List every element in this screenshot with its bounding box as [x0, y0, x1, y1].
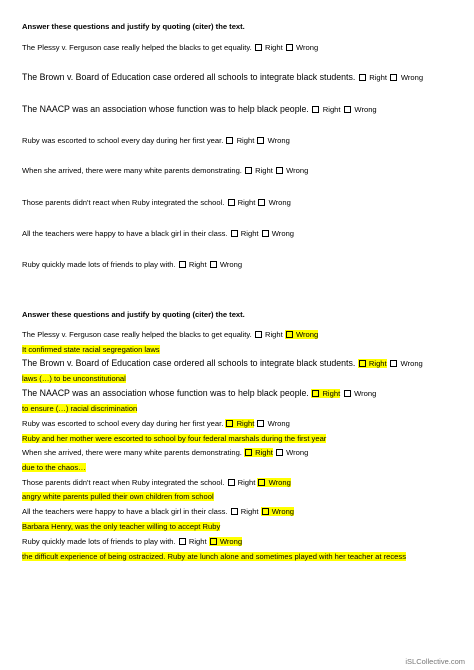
wrong-checkbox[interactable]: [257, 420, 264, 427]
a6-statement: Those parents didn't react when Ruby integrated the school. Right Wrong: [22, 478, 291, 487]
right-checkbox-checked[interactable]: [312, 390, 319, 397]
a4-justification: Ruby and her mother were escorted to school by four federal marshals during the first year: [22, 434, 327, 443]
a3-justification: to ensure (…) racial discrimination: [22, 404, 138, 413]
right-checkbox[interactable]: [359, 74, 366, 81]
q7-statement: All the teachers were happy to have a black girl in their class. Right Wrong: [22, 229, 295, 238]
wrong-checkbox[interactable]: [344, 106, 351, 113]
wrong-checkbox[interactable]: [276, 167, 283, 174]
right-checkbox-checked[interactable]: [226, 420, 233, 427]
wrong-checkbox[interactable]: [262, 230, 269, 237]
q4-statement: Ruby was escorted to school every day during her first year. Right Wrong: [22, 136, 290, 145]
q3-statement: The NAACP was an association whose function was to help black people. Right Wrong: [22, 104, 377, 114]
q8-statement: Ruby quickly made lots of friends to play with. Right Wrong: [22, 260, 243, 269]
right-checkbox[interactable]: [226, 137, 233, 144]
right-checkbox[interactable]: [255, 44, 262, 51]
wrong-checkbox[interactable]: [390, 360, 397, 367]
q2-statement: The Brown v. Board of Education case ordered all schools to integrate black students. Right Wrong: [22, 72, 424, 82]
right-checkbox[interactable]: [228, 199, 235, 206]
wrong-checkbox[interactable]: [258, 199, 265, 206]
q6-statement: Those parents didn't react when Ruby integrated the school. Right Wrong: [22, 198, 291, 207]
right-checkbox[interactable]: [228, 479, 235, 486]
wrong-checkbox-checked[interactable]: [210, 538, 217, 545]
wrong-checkbox[interactable]: [210, 261, 217, 268]
section1-heading: Answer these questions and justify by quoting (citer) the text.: [22, 22, 245, 31]
wrong-checkbox-checked[interactable]: [262, 508, 269, 515]
wrong-checkbox[interactable]: [344, 390, 351, 397]
a5-justification: due to the chaos…: [22, 463, 86, 472]
right-checkbox-checked[interactable]: [359, 360, 366, 367]
a1-justification: It confirmed state racial segregation laws: [22, 345, 160, 354]
section2-heading: Answer these questions and justify by quoting (citer) the text.: [22, 310, 245, 319]
q5-statement: When she arrived, there were many white parents demonstrating. Right Wrong: [22, 166, 309, 175]
wrong-checkbox[interactable]: [276, 449, 283, 456]
wrong-checkbox[interactable]: [257, 137, 264, 144]
a6-justification: angry white parents pulled their own children from school: [22, 492, 214, 501]
wrong-checkbox[interactable]: [286, 44, 293, 51]
wrong-checkbox[interactable]: [390, 74, 397, 81]
a2-justification: laws (…) to be unconstitutional: [22, 374, 126, 383]
right-checkbox[interactable]: [231, 230, 238, 237]
a4-statement: Ruby was escorted to school every day during her first year. Right Wrong: [22, 419, 290, 428]
right-checkbox[interactable]: [179, 261, 186, 268]
right-checkbox[interactable]: [312, 106, 319, 113]
right-checkbox[interactable]: [231, 508, 238, 515]
right-checkbox-checked[interactable]: [245, 449, 252, 456]
right-checkbox[interactable]: [245, 167, 252, 174]
a8-statement: Ruby quickly made lots of friends to play with. Right Wrong: [22, 537, 243, 546]
a7-statement: All the teachers were happy to have a black girl in their class. Right Wrong: [22, 507, 295, 516]
right-checkbox[interactable]: [179, 538, 186, 545]
a8-justification: the difficult experience of being ostracized. Ruby ate lunch alone and sometimes played with her teacher at recess: [22, 552, 406, 561]
q1-statement: The Plessy v. Ferguson case really helped the blacks to get equality. Right Wrong: [22, 43, 319, 52]
watermark: iSLCollective.com: [405, 657, 465, 666]
a5-statement: When she arrived, there were many white parents demonstrating. Right Wrong: [22, 448, 309, 457]
wrong-checkbox-checked[interactable]: [286, 331, 293, 338]
a7-justification: Barbara Henry, was the only teacher willing to accept Ruby: [22, 522, 221, 531]
a2-statement: The Brown v. Board of Education case ordered all schools to integrate black students. Right Wrong: [22, 358, 423, 368]
wrong-checkbox-checked[interactable]: [258, 479, 265, 486]
a3-statement: The NAACP was an association whose function was to help black people. Right Wrong: [22, 388, 377, 398]
a1-statement: The Plessy v. Ferguson case really helped the blacks to get equality. Right Wrong: [22, 330, 319, 339]
right-checkbox[interactable]: [255, 331, 262, 338]
